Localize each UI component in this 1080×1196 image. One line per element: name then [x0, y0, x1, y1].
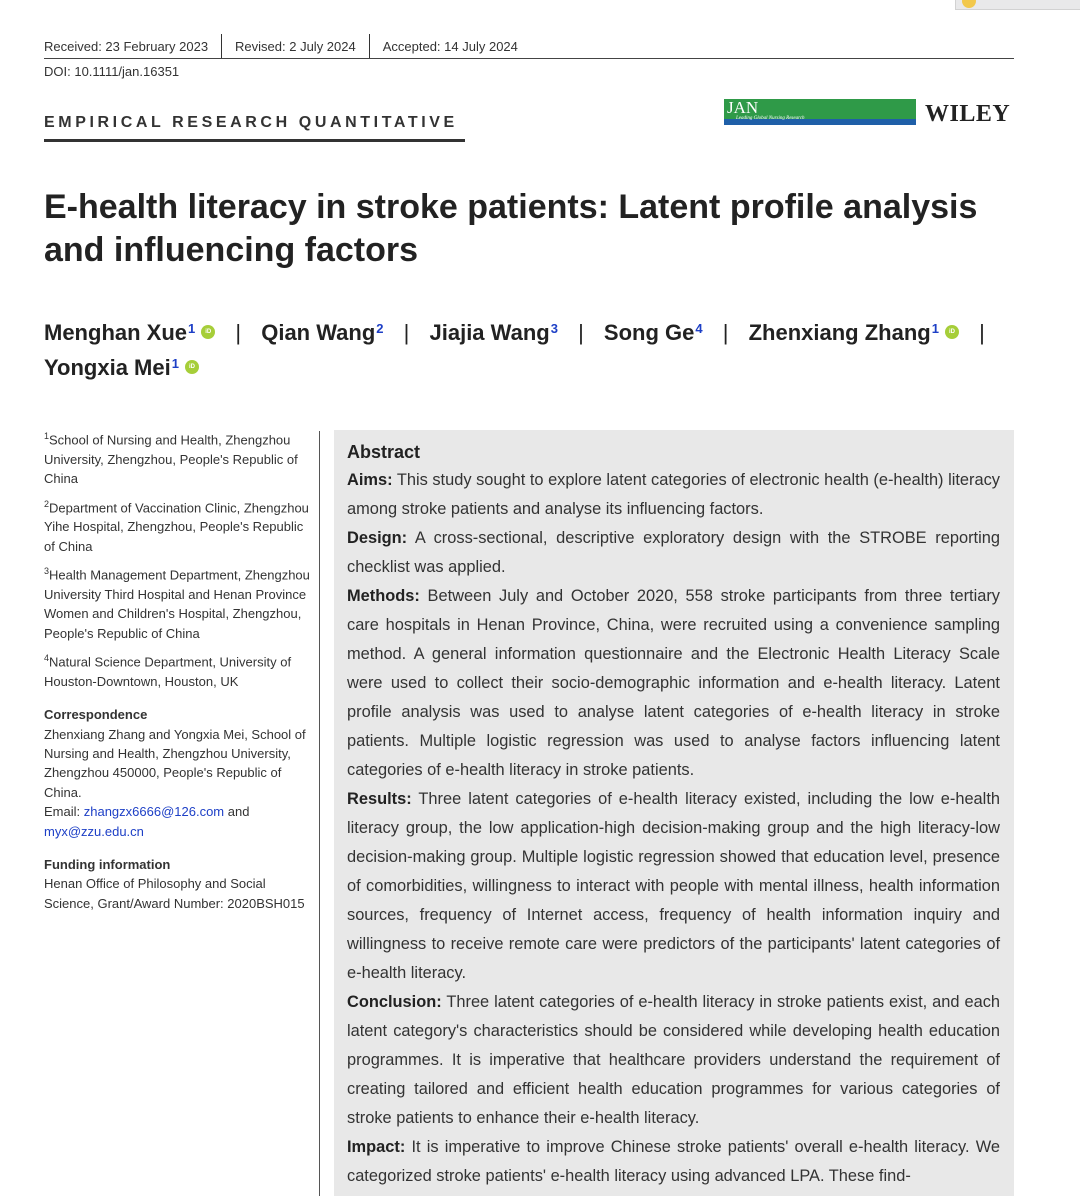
author-name[interactable]: Song Ge	[603, 320, 695, 345]
date-divider	[221, 34, 222, 58]
correspondence-heading: Correspondence	[44, 707, 148, 723]
author-name[interactable]: Qian Wang	[261, 320, 376, 345]
section-rule	[44, 139, 465, 142]
funding-text: Henan Office of Philosophy and Social Science, Grant/Award Number: 2020BSH015	[44, 876, 305, 911]
author-list	[44, 315, 1024, 385]
affiliation: $^4$Natural Science Department, University of Houston-Downtown, Houston, UK	[44, 653, 292, 689]
author-name[interactable]: Yongxia Mei	[44, 355, 171, 380]
abstract-impact: Impact: It is imperative to improve Chinese stroke patients' overall e-health literacy. We categorized stroke patients' e-health literacy using advanced LPA. These find-	[347, 1138, 1000, 1185]
received-date: Received: 23 February 2023	[44, 38, 209, 54]
abstract-results: Results: Three latent categories of e-health literacy existed, including the low e-health literacy group, the low application-high decision-making group and the high literacy-low decision-making group. Multiple logistic regression showed that education level, presence of comorbidities, willingness to interact with people with mental illness, health information sources, frequency of Internet access, frequency of health information inquiry and willingness to receive remote care were predictors of the participants' latent categories of e-health literacy.	[347, 790, 1000, 982]
author-name[interactable]: Zhenxiang Zhang	[748, 320, 931, 345]
header-rule	[44, 58, 1014, 59]
affiliation: $^1$School of Nursing and Health, Zhengzhou University, Zhengzhou, People's Republic of China	[44, 431, 298, 487]
affiliation: $^3$Health Management Department, Zhengzhou University Third Hospital and Henan Province Women and Children's Hospital, Zhengzhou, People's Republic of China	[44, 566, 310, 641]
affiliation-marker: 1	[171, 356, 179, 371]
author-name[interactable]: Jiajia Wang	[429, 320, 550, 345]
author-name[interactable]: Menghan Xue	[44, 320, 188, 345]
affiliation-marker: 3	[550, 321, 558, 336]
wiley-logo: WILEY	[925, 101, 1011, 127]
affiliation-marker: 1	[188, 321, 196, 336]
section-label: EMPIRICAL RESEARCH QUANTITATIVE	[44, 114, 458, 131]
author-separator: |	[722, 320, 729, 345]
correspondence-text: Zhenxiang Zhang and Yongxia Mei, School of Nursing and Health, Zhengzhou University, Zhengzhou 450000, People's Republic of China.	[44, 726, 306, 800]
orcid-icon[interactable]: iD	[201, 325, 215, 339]
orcid-icon[interactable]: iD	[185, 360, 199, 374]
email-link[interactable]: zhangzx6666@126.com	[83, 804, 225, 820]
email-link[interactable]: myx@zzu.edu.cn	[44, 823, 144, 839]
article-dates	[44, 34, 518, 58]
abstract-aims: Aims: This study sought to explore latent categories of electronic health (e-health) literacy among stroke patients and analyse its influencing factors.	[347, 471, 1000, 518]
email-label: Email:	[44, 804, 84, 820]
affiliation-marker: 1	[931, 321, 939, 336]
revised-date: Revised: 2 July 2024	[235, 38, 356, 54]
jan-logo-text: JAN	[727, 98, 759, 117]
affiliation-marker: 4	[695, 321, 703, 336]
orcid-icon[interactable]: iD	[945, 325, 959, 339]
doi[interactable]: DOI: 10.1111/jan.16351	[44, 64, 180, 79]
abstract-heading: Abstract	[347, 442, 421, 462]
sidebar-info	[44, 427, 312, 919]
date-divider	[369, 34, 370, 58]
author-separator: |	[578, 320, 584, 345]
abstract-design: Design: A cross-sectional, descriptive exploratory design with the STROBE reporting checklist was applied.	[347, 529, 1000, 576]
funding-heading: Funding information	[44, 857, 171, 873]
author-separator: |	[403, 320, 410, 345]
column-divider	[319, 431, 320, 1196]
jan-logo-tagline: Leading Global Nursing Research	[736, 116, 805, 121]
article-title: E-health literacy in stroke patients: Latent profile analysis and influencing factors	[44, 188, 978, 269]
correspondence-block	[44, 725, 312, 841]
author-separator: |	[235, 320, 242, 345]
author-separator: |	[979, 320, 985, 345]
accepted-date: Accepted: 14 July 2024	[382, 38, 518, 54]
email-conjunction: and	[224, 804, 250, 820]
affiliation: $^2$Department of Vaccination Clinic, Zhengzhou Yihe Hospital, Zhengzhou, People's Republic of China	[44, 498, 309, 554]
abstract-methods: Methods: Between July and October 2020, 558 stroke participants from three tertiary care hospitals in Henan Province, China, were recruited using a convenience sampling method. A general information questionnaire and the Electronic Health Literacy Scale were used to collect their socio-demographic information and e-health literacy. Latent profile analysis was used to analyse latent categories of e-health literacy in stroke patients. Multiple logistic regression was used to analyse factors influencing latent categories of e-health literacy in stroke patients.	[347, 587, 1000, 779]
abstract-conclusion: Conclusion: Three latent categories of e-health literacy in stroke patients exist, and each latent category's characteristics should be considered while developing health education programmes. It is imperative that healthcare providers understand the requirement of creating tailored and efficient health education programmes for various categories of stroke patients to enhance their e-health literacy.	[347, 993, 1001, 1127]
abstract-box	[334, 430, 1014, 1196]
jan-logo	[724, 99, 916, 125]
affiliation-marker: 2	[376, 321, 384, 336]
